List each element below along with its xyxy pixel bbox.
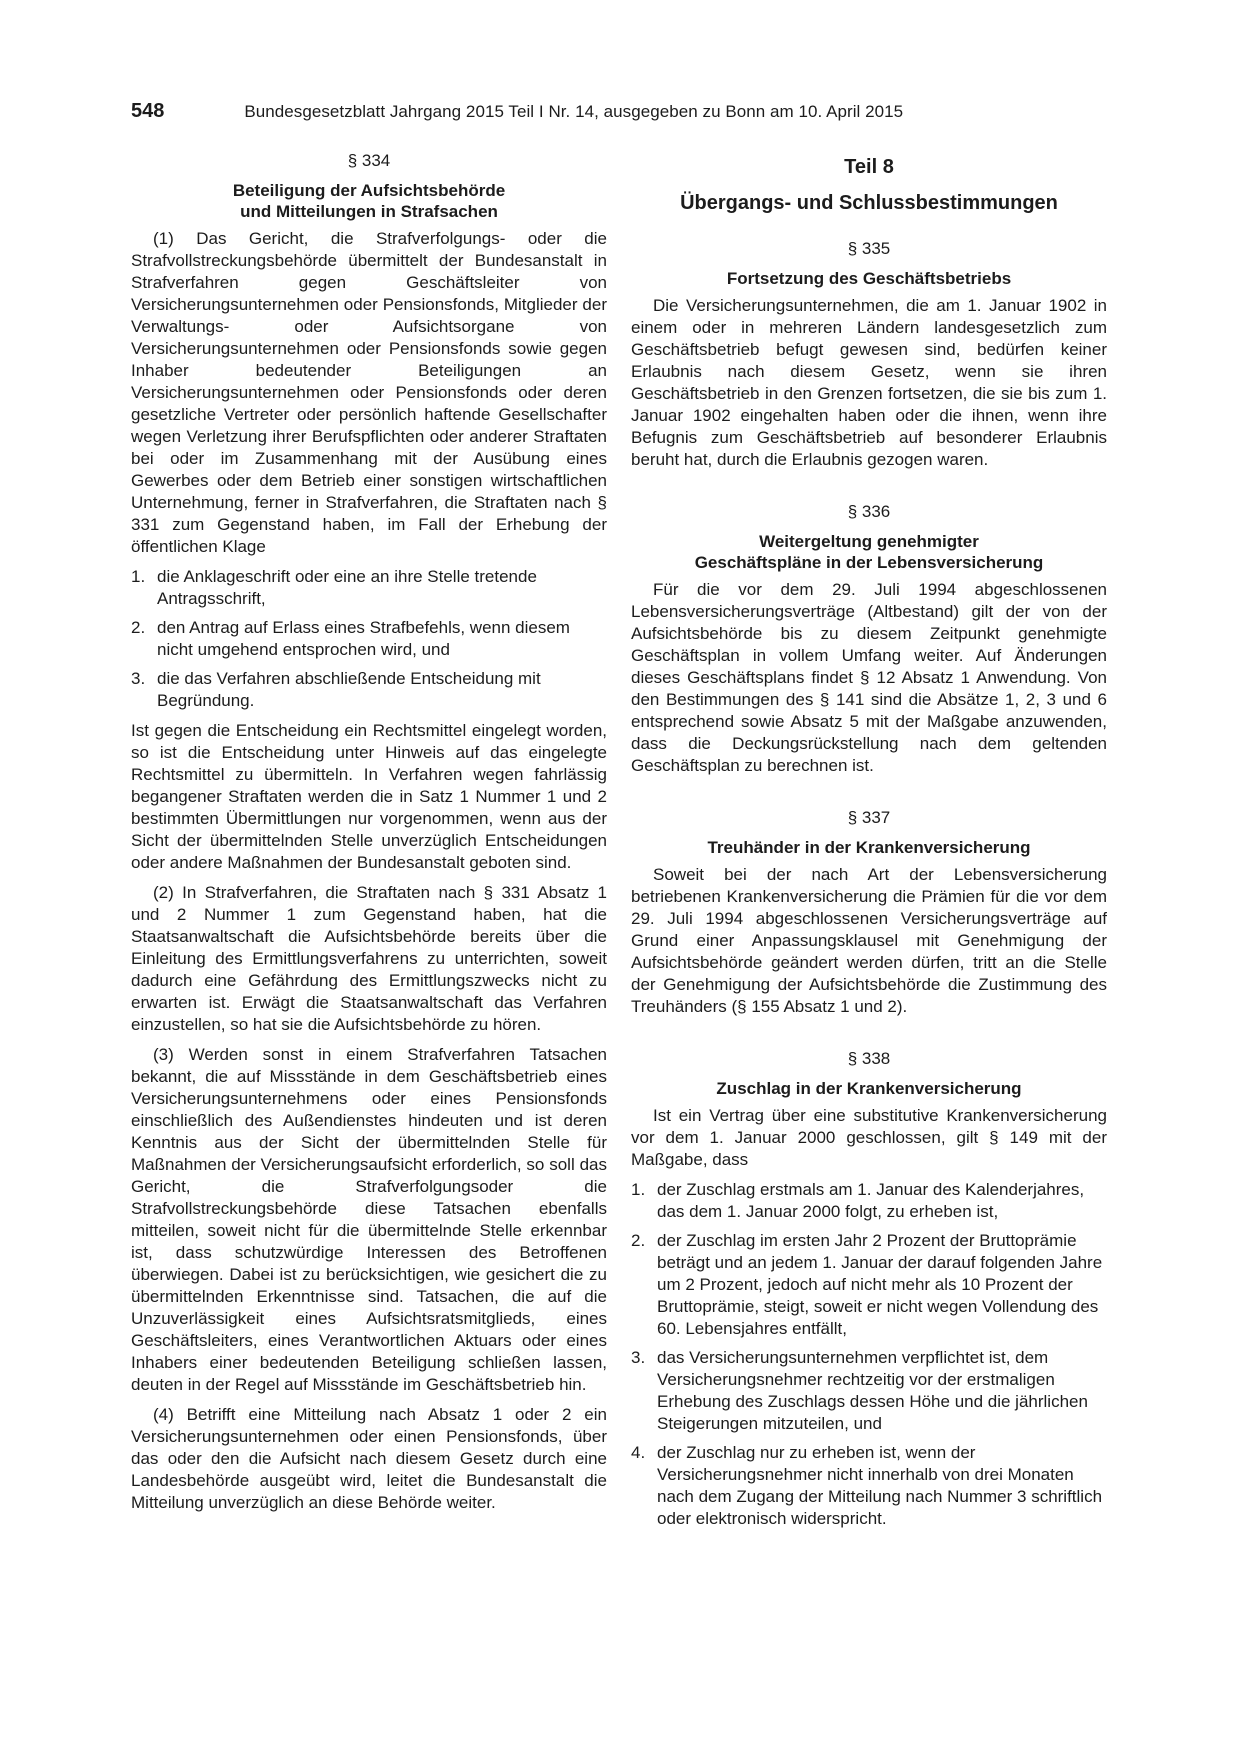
page-header <box>131 100 1106 124</box>
list-item-text: der Zuschlag im ersten Jahr 2 Prozent der Bruttoprämie beträgt und an jedem 1. Januar der darauf folgenden Jahre um 2 Prozent, jedoch auf nicht mehr als 10 Prozent der Bruttoprämie, steigt, soweit er nicht wegen Vollendung des 60. Lebensjahres entfällt, <box>657 1231 1103 1338</box>
list-item-text: der Zuschlag erstmals am 1. Januar des Kalenderjahres, das dem 1. Januar 2000 folgt, zu erheben ist, <box>657 1180 1085 1221</box>
paragraph-334-3: (3) Werden sonst in einem Strafverfahren Tatsachen bekannt, die auf Missstände in dem Geschäftsbetrieb eines Versicherungsunternehmens oder eines Pensionsfonds einschließlich des Außendienstes hindeuten und ist deren Kenntnis aus der Sicht der übermittelnden Stelle für Maßnahmen der Versicherungsaufsicht erforderlich, so soll das Gericht, die Strafverfolgungsoder die Strafvollstreckungsbehörde diese Tatsachen ebenfalls mitteilen, soweit nicht für die übermittelnde Stelle erkennbar ist, dass schutzwürdige Interessen des Betroffenen überwiegen. Dabei ist zu berücksichtigen, wie gesichert die zu übermittelnden Erkenntnisse sind. Tatsachen, die auf die Unzuverlässigkeit eines Aufsichtsratsmitglieds, eines Geschäftsleiters, eines Verantwortlichen Aktuars oder eines Inhabers einer bedeutenden Beteiligung schließen lassen, deuten in der Regel auf Missstände im Geschäftsbetrieb hin. <box>131 1045 607 1394</box>
paragraph-335-1: Die Versicherungsunternehmen, die am 1. Januar 1902 in einem oder in mehreren Ländern landesgesetzlich zum Geschäftsbetrieb befugt gewesen sind, bedürfen keiner Erlaubnis nach diesem Gesetz, wenn sie ihren Geschäftsbetrieb in den Grenzen fortsetzen, die sie bis zum 1. Januar 1902 eingehalten haben oder die ihnen, wenn ihre Befugnis zum Geschäftsbetrieb auf besonderer Erlaubnis beruht hat, durch die Erlaubnis gezogen waren. <box>631 296 1107 469</box>
paragraph-334-4: (4) Betrifft eine Mitteilung nach Absatz 1 oder 2 ein Versicherungsunternehmen oder einen Pensionsfonds, über das oder den die Aufsicht nach diesem Gesetz durch eine Landesbehörde ausgeübt wird, leitet die Bundesanstalt die Mitteilung unverzüglich an diese Behörde weiter. <box>131 1405 607 1512</box>
section-number-336: § 336 <box>847 502 891 521</box>
list-item <box>131 668 607 712</box>
section-spacer <box>631 785 1107 807</box>
paragraph-334-1b: Ist gegen die Entscheidung ein Rechtsmittel eingelegt worden, so ist die Entscheidung unter Hinweis auf das eingelegte Rechtsmittel zu übermitteln. In Verfahren wegen fahrlässig begangener Straftaten werden die in Satz 1 Nummer 1 und 2 bestimmten Übermittlungen nur vorgenommen, wenn aus der Sicht der übermittelnden Stelle unverzüglich Entscheidungen oder andere Maßnahmen der Bundesanstalt geboten sind. <box>131 721 607 872</box>
section-title-334-line1: Beteiligung der Aufsichtsbehörde <box>232 181 506 200</box>
section-spacer <box>631 479 1107 501</box>
list-item-number: 3. <box>131 669 146 688</box>
list-338 <box>631 1179 1107 1530</box>
list-item <box>631 1347 1107 1435</box>
list-item <box>631 1442 1107 1530</box>
section-title-335: Fortsetzung des Geschäftsbetriebs <box>726 269 1012 288</box>
section-title-334 <box>131 180 607 222</box>
list-item <box>631 1230 1107 1340</box>
list-item-number: 2. <box>631 1231 646 1250</box>
list-item-text: die das Verfahren abschließende Entscheidung mit Begründung. <box>157 669 541 710</box>
left-column <box>131 150 607 1522</box>
section-title-337: Treuhänder in der Krankenversicherung <box>707 838 1031 857</box>
list-item-number: 1. <box>131 567 146 586</box>
section-title-338: Zuschlag in der Krankenversicherung <box>716 1079 1022 1098</box>
list-item-number: 4. <box>631 1443 646 1462</box>
section-number-335: § 335 <box>847 239 891 258</box>
list-item-text: den Antrag auf Erlass eines Strafbefehls, wenn diesem nicht umgehend entsprochen wird, und <box>157 618 570 659</box>
list-item-number: 3. <box>631 1348 646 1367</box>
section-number-334: § 334 <box>347 151 391 170</box>
list-item <box>131 617 607 661</box>
paragraph-334-1: (1) Das Gericht, die Strafverfolgungs- oder die Strafvollstreckungsbehörde übermittelt der Bundesanstalt in Strafverfahren gegen Geschäftsleiter von Versicherungsunternehmen oder Pensionsfonds, Mitglieder der Verwaltungs- oder Aufsichtsorgane von Versicherungsunternehmen oder Pensionsfonds sowie gegen Inhaber bedeutender Beteiligungen an Versicherungsunternehmen oder Pensionsfonds oder deren gesetzliche Vertreter oder persönlich haftende Gesellschafter wegen Verletzung ihrer Berufspflichten oder anderer Straftaten bei oder im Zusammenhang mit der Ausübung eines Gewerbes oder dem Betrieb einer sonstigen wirtschaftlichen Unternehmung, ferner in Strafverfahren, die Straftaten nach § 331 zum Gegenstand haben, im Fall der Erhebung der öffentlichen Klage <box>131 229 607 556</box>
paragraph-338-1: Ist ein Vertrag über eine substitutive Krankenversicherung vor dem 1. Januar 2000 geschlossen, gilt § 149 mit der Maßgabe, dass <box>631 1106 1107 1169</box>
list-item <box>631 1179 1107 1223</box>
part-number: Teil 8 <box>844 156 894 178</box>
list-334 <box>131 566 607 712</box>
part-title: Übergangs- und Schlussbestimmungen <box>680 192 1058 214</box>
section-title-334-line2: und Mitteilungen in Strafsachen <box>240 202 498 221</box>
paragraph-337-1: Soweit bei der nach Art der Lebensversicherung betriebenen Krankenversicherung die Prämien für die vor dem 29. Juli 1994 abgeschlossenen Versicherungsverträge auf Grund einer Anpassungsklausel mit Genehmigung der Aufsichtsbehörde geändert werden dürfen, tritt an die Stelle der Genehmigung der Aufsichtsbehörde die Zustimmung des Treuhänders (§ 155 Absatz 1 und 2). <box>631 865 1107 1016</box>
running-header: Bundesgesetzblatt Jahrgang 2015 Teil I Nr. 14, ausgegeben zu Bonn am 10. April 2015 <box>244 102 904 121</box>
list-item <box>131 566 607 610</box>
section-title-336 <box>631 531 1107 573</box>
section-title-336-line1: Weitergeltung genehmigter <box>759 532 979 551</box>
list-item-text: die Anklageschrift oder eine an ihre Stelle tretende Antragsschrift, <box>157 567 537 608</box>
section-number-337: § 337 <box>847 808 891 827</box>
paragraph-334-2: (2) In Strafverfahren, die Straftaten nach § 331 Absatz 1 und 2 Nummer 1 zum Gegenstand haben, hat die Staatsanwaltschaft die Aufsichtsbehörde bereits über die Einleitung des Ermittlungsverfahrens zu unterrichten, soweit dadurch eine Gefährdung des Ermittlungszwecks nicht zu erwarten ist. Erwägt die Staatsanwaltschaft das Verfahren einzustellen, so hat sie die Aufsichtsbehörde zu hören. <box>131 883 607 1034</box>
list-item-text: das Versicherungsunternehmen verpflichtet ist, dem Versicherungsnehmer rechtzeitig vor der erstmaligen Erhebung des Zuschlags dessen Höhe und die jährlichen Steigerungen mitzuteilen, und <box>657 1348 1088 1433</box>
section-spacer <box>631 1026 1107 1048</box>
right-column <box>631 150 1107 1538</box>
list-item-text: der Zuschlag nur zu erheben ist, wenn der Versicherungsnehmer nicht innerhalb von drei Monaten nach dem Zugang der Mitteilung nach Nummer 3 schriftlich oder elektronisch widerspricht. <box>657 1443 1103 1528</box>
section-title-336-line2: Geschäftspläne in der Lebensversicherung <box>694 553 1044 572</box>
section-number-338: § 338 <box>847 1049 891 1068</box>
list-item-number: 1. <box>631 1180 646 1199</box>
page-number: 548 <box>131 100 165 122</box>
paragraph-336-1: Für die vor dem 29. Juli 1994 abgeschlossenen Lebensversicherungsverträge (Altbestand) gilt der von der Aufsichtsbehörde bis zu diesem Zeitpunkt genehmigte Geschäftsplan in vollem Umfang weiter. Auf Änderungen dieses Geschäftsplans findet § 12 Absatz 1 Anwendung. Von den Bestimmungen des § 141 sind die Absätze 1, 2, 3 und 6 entsprechend sowie Absatz 5 mit der Maßgabe anzuwenden, dass die Deckungsrückstellung nach dem geltenden Geschäftsplan zu berechnen ist. <box>631 580 1107 775</box>
list-item-number: 2. <box>131 618 146 637</box>
